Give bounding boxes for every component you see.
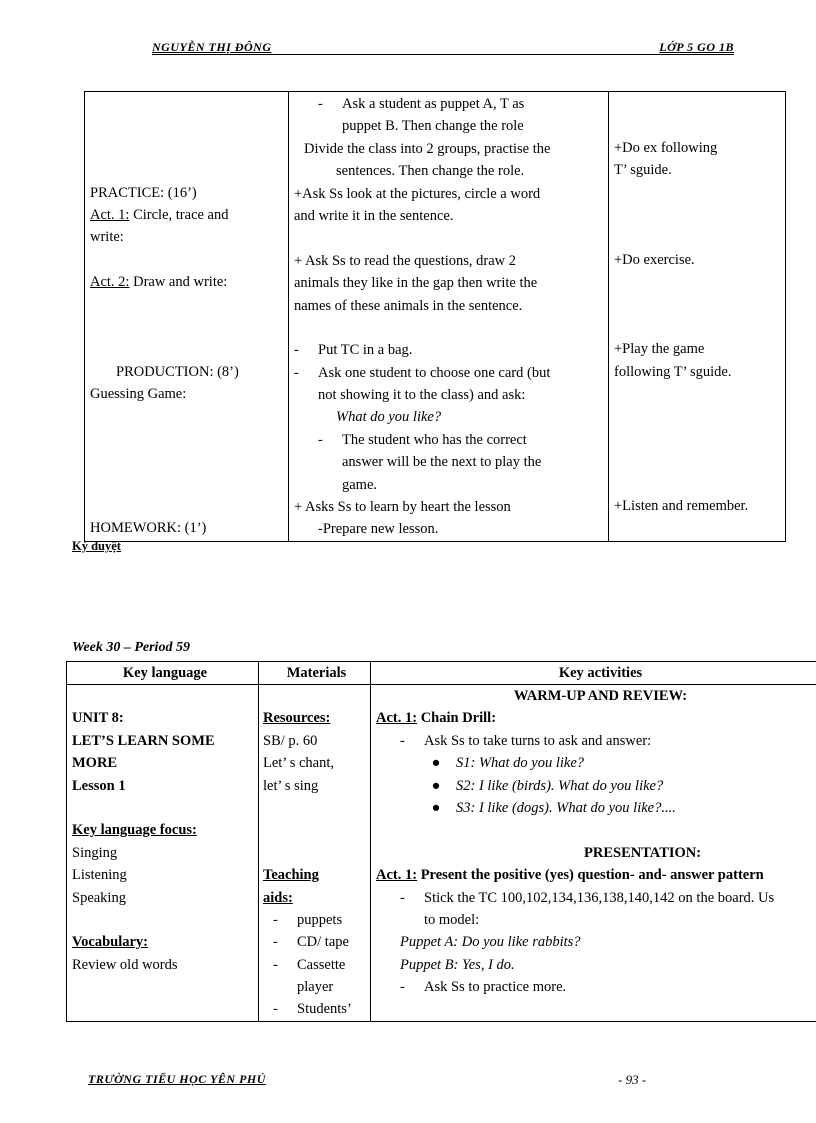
t-line-3: Divide the class into 2 groups, practise the: [304, 140, 551, 157]
stage-production: PRODUCTION: (8’): [116, 363, 239, 380]
lesson-table-1: [84, 91, 786, 542]
t-line-5: +Ask Ss look at the pictures, circle a word: [294, 185, 541, 202]
aid-cd: - CD/ tape: [273, 934, 349, 951]
t-line-4: sentences. Then change the role.: [336, 163, 525, 180]
stage-act1-cont: write:: [90, 229, 124, 246]
header-materials: Materials: [259, 662, 371, 685]
act1-bullet-2: ● S2: I like (birds). What do you like?: [431, 777, 664, 794]
s-line-12: +Play the game: [614, 341, 705, 358]
aid-cassette: - Cassette: [273, 956, 346, 973]
teaching-aids-heading-cont: aids:: [263, 889, 293, 906]
t-line-10: names of these animals in the sentence.: [294, 297, 523, 314]
aid-player: player: [297, 979, 334, 996]
s-line-4: T’ sguide.: [614, 162, 672, 179]
header-author: NGUYỄN THỊ ĐÔNG: [152, 40, 272, 54]
stage-homework: HOMEWORK: (1’): [90, 520, 207, 537]
presentation-heading: PRESENTATION:: [584, 844, 702, 861]
header-key-language: Key language: [67, 662, 259, 685]
s-line-13: following T’ sguide.: [614, 363, 732, 380]
pact1-step1b: to model:: [424, 911, 480, 928]
resources-heading: Resources:: [263, 710, 331, 727]
page-number: - 93 -: [618, 1072, 647, 1087]
t-line-9: animals they like in the gap then write the: [294, 275, 538, 292]
page-footer: [88, 1072, 648, 1088]
focus-heading: Key language focus:: [72, 822, 197, 839]
t-line-12: - Put TC in a bag.: [294, 342, 413, 359]
puppet-b-line: Puppet B: Yes, I do.: [400, 956, 515, 973]
s-line-3: +Do ex following: [614, 139, 718, 156]
focus-speaking: Speaking: [72, 889, 126, 906]
aid-students: - Students’: [273, 1001, 352, 1018]
week-period-label: Week 30 – Period 59: [72, 640, 190, 655]
t-line-15: What do you like?: [336, 409, 442, 426]
act1-line: Act. 1: Chain Drill:: [376, 710, 497, 727]
t-line-19: + Asks Ss to learn by heart the lesson: [294, 499, 511, 516]
t-line-17: answer will be the next to play the: [342, 454, 542, 471]
header-key-activities: Key activities: [371, 662, 816, 685]
approval-label: Ký duyệt: [72, 539, 121, 553]
unit-label: UNIT 8:: [72, 710, 124, 727]
vocabulary-text: Review old words: [72, 956, 178, 973]
teacher-activity-column: [289, 92, 609, 542]
pact1-line: Act. 1: Present the positive (yes) question- and- answer pattern: [376, 867, 764, 884]
lesson-label: Lesson 1: [72, 777, 126, 794]
s-line-8: +Do exercise.: [614, 251, 695, 268]
header-class: LỚP 5 GO 1B: [659, 40, 734, 54]
stage-guessing: Guessing Game:: [90, 386, 187, 403]
t-line-13: - Ask one student to choose one card (but: [294, 364, 551, 381]
warmup-heading: WARM-UP AND REVIEW:: [513, 688, 688, 704]
act1-bullet-1: ● S1: What do you like?: [431, 755, 585, 772]
t-line-6: and write it in the sentence.: [294, 207, 454, 224]
focus-listening: Listening: [72, 867, 127, 884]
act1-bullet-3: ● S3: I like (dogs). What do you like?....: [431, 799, 676, 816]
pact1-step2: - Ask Ss to practice more.: [400, 979, 567, 996]
t-line-20: -Prepare new lesson.: [318, 521, 439, 538]
s-line-19: +Listen and remember.: [614, 498, 749, 515]
footer-school: TRƯỜNG TIỂU HỌC YÊN PHÚ: [88, 1072, 266, 1086]
stage-column: [85, 92, 289, 542]
t-line-16: - The student who has the correct: [318, 431, 527, 448]
pact1-step1: - Stick the TC 100,102,134,136,138,140,142 on the board. Us: [400, 889, 775, 906]
t-line-18: game.: [342, 476, 378, 493]
materials-column: [259, 685, 371, 1022]
unit-title-cont: MORE: [72, 755, 118, 772]
lesson-table-2: [66, 661, 816, 1022]
t-line-1: - Ask a student as puppet A, T as: [318, 96, 525, 112]
resources-sb: SB/ p. 60: [263, 732, 318, 749]
unit-title: LET’S LEARN SOME: [72, 732, 215, 749]
stage-act1: Act. 1: Circle, trace and: [90, 206, 229, 223]
aid-puppets: - puppets: [273, 911, 343, 928]
key-language-column: [67, 685, 259, 1022]
activities-column: [371, 685, 816, 1022]
vocabulary-heading: Vocabulary:: [72, 934, 148, 951]
puppet-a-line: Puppet A: Do you like rabbits?: [400, 934, 581, 951]
teaching-aids-heading: Teaching: [263, 867, 319, 884]
act1-step: - Ask Ss to take turns to ask and answer:: [400, 732, 652, 749]
stage-practice: PRACTICE: (16’): [90, 184, 197, 201]
page-header: [152, 40, 734, 55]
stage-act2: Act. 2: Draw and write:: [90, 274, 228, 291]
focus-singing: Singing: [72, 844, 118, 861]
student-activity-column: [609, 92, 786, 542]
t-line-2: puppet B. Then change the role: [342, 118, 524, 135]
resources-chant: Let’ s chant,: [263, 755, 334, 772]
resources-sing: let’ s sing: [263, 777, 319, 794]
t-line-14: not showing it to the class) and ask:: [318, 387, 526, 404]
t-line-8: + Ask Ss to read the questions, draw 2: [294, 252, 517, 269]
